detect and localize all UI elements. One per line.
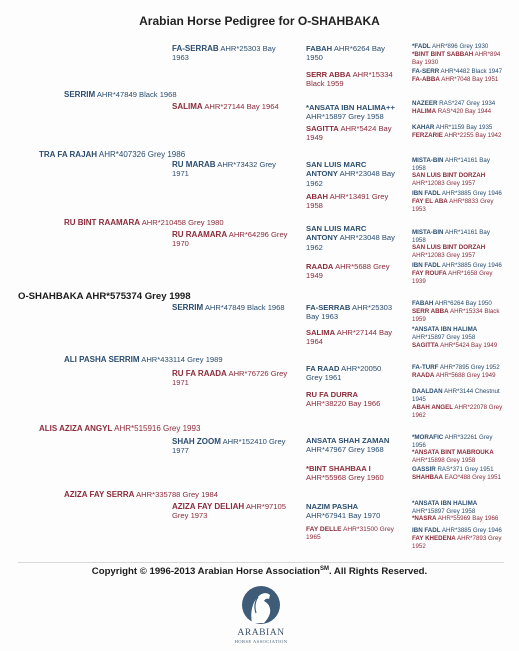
gen5-h30[interactable]: *NASRA AHR*55969 Bay 1966: [412, 515, 499, 522]
gen5-h14[interactable]: SAN LUIS BINT DORZAH AHR*12083 Grey 1957: [412, 244, 486, 259]
gen5-h6[interactable]: HALIMA RAS*420 Bay 1944: [412, 108, 492, 115]
gen3-dds[interactable]: SHAH ZOOM AHR*152410 Grey 1977: [172, 437, 286, 456]
gen5-h26[interactable]: *ANSATA BINT MABROUKA AHR*15898 Grey 1958: [412, 449, 494, 464]
dam-entry[interactable]: ALIS AZIZA ANGYL AHR*515916 Grey 1993: [39, 424, 201, 433]
gen4-g5[interactable]: SAN LUIS MARC ANTONY AHR*23048 Bay 1962: [306, 160, 395, 188]
gen4-g3[interactable]: *ANSATA IBN HALIMA++ AHR*15897 Grey 1958: [306, 103, 395, 122]
logo-subtitle: HORSE ASSOCIATION: [234, 639, 288, 644]
gen4-g11[interactable]: FA RAAD AHR*20050 Grey 1961: [306, 364, 382, 383]
gen5-h29[interactable]: *ANSATA IBN HALIMA AHR*15897 Grey 1958: [412, 500, 478, 515]
gen5-h12[interactable]: FAY EL ABA AHR*8833 Grey 1953: [412, 198, 494, 213]
gen5-h16[interactable]: FAY ROUFA AHR*1658 Grey 1939: [412, 270, 493, 285]
gen5-h15[interactable]: IBN FADL AHR*3885 Grey 1946: [412, 262, 502, 269]
gen5-h13[interactable]: MISTA-BIN AHR*14161 Bay 1958: [412, 229, 490, 244]
gen4-g4[interactable]: SAGITTA AHR*5424 Bay 1949: [306, 124, 392, 143]
gen3-sds[interactable]: RU MARAB AHR*73432 Grey 1971: [172, 160, 276, 179]
copyright-notice: Copyright © 1996-2013 Arabian Horse Association℠. All Rights Reserved.: [91, 566, 428, 578]
gen3-sss[interactable]: FA-SERRAB AHR*25303 Bay 1963: [172, 44, 276, 63]
gen5-h3[interactable]: FA-SERR AHR*4482 Black 1947: [412, 68, 503, 75]
gen5-h32[interactable]: FAY KHEDENA AHR*7893 Grey 1952: [412, 535, 502, 550]
gen5-h8[interactable]: FERZARIE AHR*2255 Bay 1942: [412, 132, 502, 139]
gen5-h11[interactable]: IBN FADL AHR*3885 Grey 1946: [412, 190, 502, 197]
gen4-g8[interactable]: RAADA AHR*5688 Grey 1949: [306, 262, 390, 281]
gen4-g13[interactable]: ANSATA SHAH ZAMAN AHR*47967 Grey 1968: [306, 436, 390, 455]
gen4-g7[interactable]: SAN LUIS MARC ANTONY AHR*23048 Bay 1962: [306, 224, 395, 252]
gen5-h24[interactable]: ABAH ANGEL AHR*22078 Grey 1962: [412, 404, 503, 419]
gen5-h21[interactable]: FA-TURF AHR*7895 Grey 1952: [412, 364, 500, 371]
gen4-g10[interactable]: SALIMA AHR*27144 Bay 1964: [306, 328, 393, 347]
gen5-h19[interactable]: *ANSATA IBN HALIMA AHR*15897 Grey 1958: [412, 326, 478, 341]
gen3-dsd[interactable]: RU FA RAADA AHR*76726 Grey 1971: [172, 369, 288, 388]
gen5-h25[interactable]: *MORAFIC AHR*32261 Grey 1956: [412, 434, 493, 449]
gen3-ssd[interactable]: SALIMA AHR*27144 Bay 1964: [172, 102, 279, 111]
grandparent-dd[interactable]: AZIZA FAY SERRA AHR*335788 Grey 1984: [64, 490, 218, 499]
grandparent-sd[interactable]: RU BINT RAAMARA AHR*210458 Grey 1980: [64, 218, 224, 227]
gen3-dss[interactable]: SERRIM AHR*47849 Black 1968: [172, 303, 285, 312]
gen4-g1[interactable]: FABAH AHR*6264 Bay 1950: [306, 44, 385, 63]
gen4-g2[interactable]: SERR ABBA AHR*15334 Black 1959: [306, 70, 393, 89]
grandparent-ss[interactable]: SERRIM AHR*47849 Black 1968: [64, 90, 177, 99]
gen5-h10[interactable]: SAN LUIS BINT DORZAH AHR*12083 Grey 1957: [412, 172, 486, 187]
gen4-g16[interactable]: FAY DELLE AHR*31500 Grey 1965: [306, 526, 394, 541]
gen5-h1[interactable]: *FADL AHR*896 Grey 1930: [412, 43, 489, 50]
gen4-g12[interactable]: RU FA DURRA AHR*38220 Bay 1966: [306, 390, 381, 409]
gen5-h23[interactable]: DAALDAN AHR*3144 Chestnut 1945: [412, 388, 500, 403]
gen4-g6[interactable]: ABAH AHR*13491 Grey 1958: [306, 192, 389, 211]
gen5-h17[interactable]: FABAH AHR*6264 Bay 1950: [412, 300, 492, 307]
gen5-h4[interactable]: FA-ABBA AHR*7048 Bay 1951: [412, 76, 499, 83]
gen5-h28[interactable]: SHAHBAA EAO*488 Grey 1951: [412, 474, 502, 481]
gen4-g15[interactable]: NAZIM PASHA AHR*67941 Bay 1970: [306, 502, 381, 521]
gen4-g14[interactable]: *BINT SHAHBAA I AHR*55968 Grey 1960: [306, 464, 384, 483]
gen5-h31[interactable]: IBN FADL AHR*3885 Grey 1946: [412, 527, 502, 534]
gen5-h22[interactable]: RAADA AHR*5688 Grey 1949: [412, 372, 496, 379]
gen3-ddd[interactable]: AZIZA FAY DELIAH AHR*97105 Grey 1973: [172, 502, 286, 521]
logo-wordmark: ARABIAN: [237, 627, 285, 638]
page-title: Arabian Horse Pedigree for O-SHAHBAKA: [139, 14, 380, 28]
gen4-g9[interactable]: FA-SERRAB AHR*25303 Bay 1963: [306, 303, 393, 322]
grandparent-ds[interactable]: ALI PASHA SERRIM AHR*433114 Grey 1989: [64, 355, 223, 364]
gen5-h9[interactable]: MISTA-BIN AHR*14161 Bay 1958: [412, 157, 490, 172]
gen5-h7[interactable]: KAHAR AHR*1159 Bay 1935: [412, 124, 493, 131]
gen5-h18[interactable]: SERR ABBA AHR*15334 Black 1959: [412, 308, 500, 323]
gen5-h5[interactable]: NAZEER RAS*247 Grey 1934: [412, 100, 496, 107]
sire-entry[interactable]: TRA FA RAJAH AHR*407326 Grey 1986: [39, 150, 186, 159]
subject-horse[interactable]: O-SHAHBAKA AHR*575374 Grey 1998: [18, 291, 191, 302]
gen5-h20[interactable]: SAGITTA AHR*5424 Bay 1949: [412, 342, 498, 349]
gen5-h2[interactable]: *BINT BINT SABBAH AHR*894 Bay 1930: [412, 51, 501, 66]
gen5-h27[interactable]: GASSIR RAS*371 Grey 1951: [412, 466, 494, 473]
gen3-sdd[interactable]: RU RAAMARA AHR*64296 Grey 1970: [172, 230, 288, 249]
